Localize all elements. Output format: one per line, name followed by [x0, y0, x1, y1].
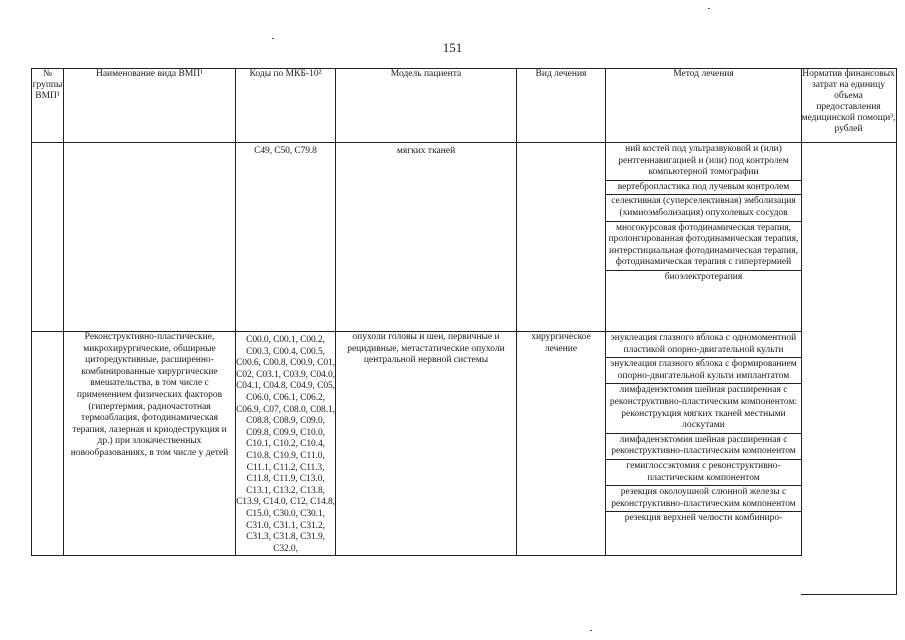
cell-group-no — [32, 143, 64, 332]
patient-model-text: мягких тканей — [396, 146, 456, 156]
method-item: энуклеация глазного яблока с формированием опорно-двигательной культи имплантатом — [606, 358, 801, 384]
codes-text: C49, C50, C79.8 — [254, 146, 317, 156]
scan-speck — [590, 630, 592, 631]
header-row — [801, 69, 897, 143]
method-item: резекция околоушной слюнной железы с реконструктивно-пластическим компонентом — [606, 486, 801, 512]
cell-treatment-type — [517, 332, 606, 556]
cell-codes — [236, 143, 336, 332]
cell-group-no — [32, 332, 64, 556]
cell-codes — [236, 332, 336, 556]
method-item: энуклеация глазного яблока с одномоментной пластикой опорно-двигательной культи — [606, 332, 801, 358]
header-cost-standard: Норматив финансовых затрат на единицу объема предоставления медицинской помощи³, рублей — [801, 69, 897, 143]
cell-name — [64, 332, 236, 556]
codes-text: C00.0, C00.1, C00.2, C00.3, C00.4, C00.5, C00.6, C00.8, C00.9, C01, C02, C03.1, C03.9, C04.0, C04.1, C04.8, C04.9, C05, C06.0, C06.1, C06.2, C06.9, C07, C08.0, C08.1, C08.8, C08.9, C09.0, C09.8, C09.9, C10.0, C10.1, C10.2, C10.4, C10.8, C10.9, C11.0, C11.1, C11.2, C11.3, C11.8, C11.9, C13.0, C13.1, C13.2, C13.8, C13.9, C14.0, C12, C14.8, C15.0, C30.0, C30.1, C31.0, C31.1, C31.2, C31.3, C31.8, C31.9, C32.0, — [236, 335, 335, 554]
header-treatment-type: Вид лечения — [517, 69, 606, 143]
vmp-table — [31, 68, 802, 556]
vmp-name-text: Реконструктивно-пластические, микрохирургические, обширные циторедуктивные, расширенно-комбинированные хирургические вмешательства, в том числе с применением физических факторов (гипертермия, радиочастотная термоаблация, фотодинамическая терапия, лазерная и криодеструкция и др.) при злокачественных новообразованиях, в том числе у детей — [70, 332, 229, 458]
patient-model-text: опухоли головы и шеи, первичные и рецидивные, метастатические опухоли центральной нервной системы — [347, 332, 505, 366]
table-row — [32, 332, 802, 556]
cell-patient-model — [336, 332, 517, 556]
header-group-no: № группы ВМП¹ — [32, 69, 64, 143]
method-item: ний костей под ультразвуковой и (или) рентгеннавигацией и (или) под контролем компьютерной томографии — [606, 143, 801, 181]
page-number: 151 — [442, 40, 463, 55]
header-name: Наименование вида ВМП¹ — [64, 69, 236, 143]
cost-column — [801, 68, 897, 595]
method-item: вертебропластика под лучевым контролем — [606, 181, 801, 196]
method-item: селективная (суперселективная) эмболизация (химиоэмболизация) опухолевых сосудов — [606, 195, 801, 221]
cell-cost — [801, 143, 897, 595]
header-method: Метод лечения — [606, 69, 802, 143]
method-item: резекция верхней челюсти комбиниро- — [624, 513, 783, 524]
scan-speck — [272, 38, 274, 39]
cell-methods — [606, 143, 802, 332]
method-item: многокурсовая фотодинамическая терапия, пролонгированная фотодинамическая терапия, интерстициальная фотодинамическая терапия, фотодинамическая терапия с гипертермией — [606, 222, 801, 271]
cell-methods — [606, 332, 802, 556]
cell-treatment-type — [517, 143, 606, 332]
method-item: лимфаденэктомия шейная расширенная с реконструктивно-пластическим компонентом — [606, 434, 801, 460]
table-row — [32, 143, 802, 332]
header-row — [32, 69, 802, 143]
method-item: биоэлектротерапия — [664, 271, 743, 282]
table-row — [801, 143, 897, 595]
cell-name — [64, 143, 236, 332]
method-item: лимфаденэктомия шейная расширенная с реконструктивно-пластическим компонентом: реконструкция мягких тканей местными лоскутами — [606, 384, 801, 433]
method-item: гемиглоссэктомия с реконструктивно-пластическим компонентом — [606, 460, 801, 486]
cell-patient-model — [336, 143, 517, 332]
treatment-type-text: хирургическое лечение — [531, 332, 591, 354]
scan-speck — [708, 8, 710, 9]
header-patient-model: Модель пациента — [336, 69, 517, 143]
header-codes: Коды по МКБ-10² — [236, 69, 336, 143]
